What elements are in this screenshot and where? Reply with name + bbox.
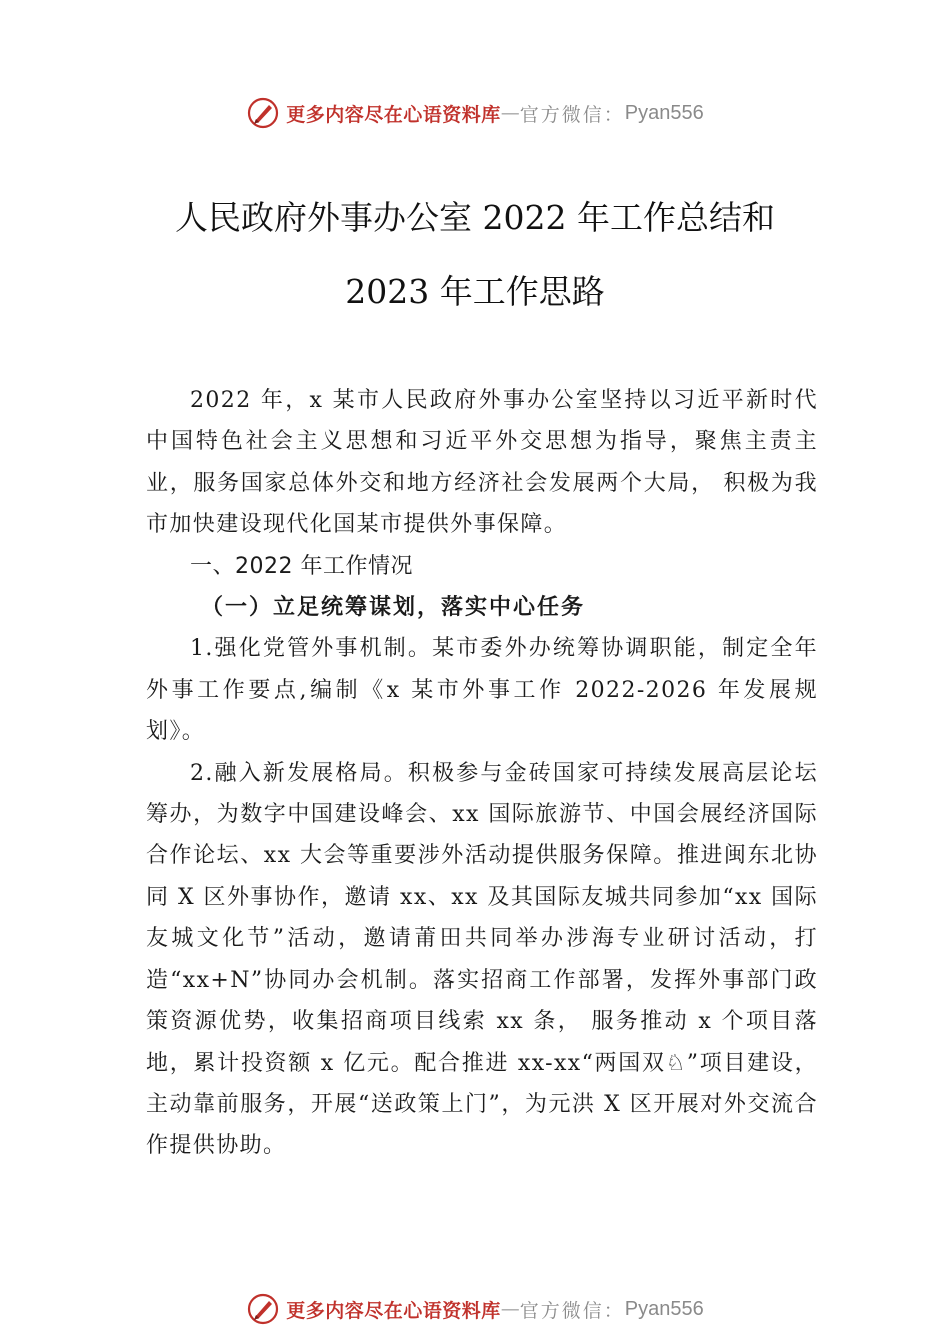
quill-pen-logo-icon xyxy=(246,96,280,130)
subsection-heading-1: （一）立足统筹谋划，落实中心任务 xyxy=(201,594,586,621)
watermark-separator: — xyxy=(500,1298,520,1320)
document-body xyxy=(146,380,818,1167)
watermark-brand: 更多内容尽在心语资料库 xyxy=(286,1299,501,1322)
watermark-brand: 更多内容尽在心语资料库 xyxy=(286,103,501,126)
paragraph-2: 2.融入新发展格局。积极参与金砖国家可持续发展高层论坛筹办，为数字中国建设峰会、xx 国际旅游节、中国会展经济国际合作论坛、xx 大会等重要涉外活动提供服务保障。推进闽东北协同 X 区外事协作，邀请 xx、xx 及其国际友城共同参加“xx 国际友城文化节”活动，邀请莆田共同举办涉海专业研讨活动，打造“xx+N”协同办会机制。落实招商工作部署，发挥外事部门政策资源优势，收集招商项目线索 xx 条， 服务推动 x 个项目落地，累计投资额 x 亿元。配合推进 xx-xx“两国双♘”项目建设，主动靠前服务，开展“送政策上门”，为元洪 X 区开展对外交流合作提供协助。 xyxy=(146,760,818,1159)
header-watermark xyxy=(0,96,950,130)
watermark-label: 官方微信： xyxy=(519,103,625,126)
paragraph-1: 1.强化党管外事机制。某市委外办统筹协调职能，制定全年外事工作要点,编制《x 某市外事工作 2022-2026 年发展规划》。 xyxy=(146,636,818,745)
watermark-wechat-id: Pyan556 xyxy=(624,101,704,124)
intro-paragraph: 2022 年，x 某市人民政府外事办公室坚持以习近平新时代中国特色社会主义思想和习近平外交思想为指导，聚焦主责主业，服务国家总体外交和地方经济社会发展两个大局， 积极为我市加快建设现代化国某市提供外事保障。 xyxy=(146,388,818,538)
watermark-label: 官方微信： xyxy=(519,1299,625,1322)
document-title-line-1: 人民政府外事办公室 2022 年工作总结和 xyxy=(175,198,775,237)
watermark-wechat-id: Pyan556 xyxy=(624,1297,704,1320)
footer-watermark xyxy=(0,1292,950,1326)
quill-pen-logo-icon xyxy=(246,1292,280,1326)
section-heading-1: 一、2022 年工作情况 xyxy=(190,553,413,579)
watermark-separator: — xyxy=(500,102,520,124)
document-title-line-2: 2023 年工作思路 xyxy=(345,272,605,311)
